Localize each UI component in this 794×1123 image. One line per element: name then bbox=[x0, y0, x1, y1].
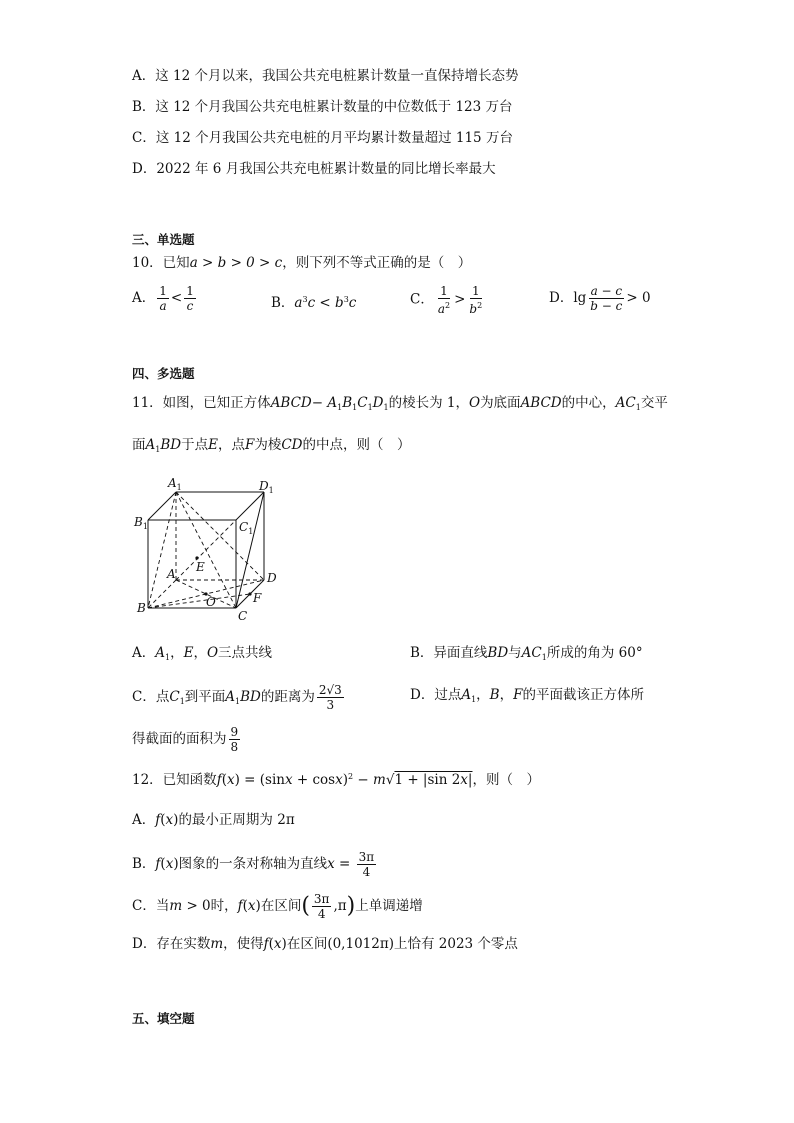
q11-option-a: A．$A_1$，E，O三点共线 bbox=[132, 645, 273, 662]
q10-stem-prefix: 10．已知 bbox=[132, 255, 190, 271]
cube-label-d: D bbox=[267, 571, 277, 585]
q9-option-d: D．2022 年 6 月我国公共充电桩累计数量的同比增长率最大 bbox=[132, 161, 496, 177]
cube-label-f: F bbox=[253, 591, 262, 605]
cube-label-c1: $C_1$ bbox=[239, 520, 254, 536]
q9-option-b: B．这 12 个月我国公共充电桩累计数量的中位数低于 123 万台 bbox=[132, 99, 513, 115]
q10-inequality: a > b > 0 > c bbox=[189, 255, 283, 271]
cube-label-b: B bbox=[137, 601, 146, 615]
cube-label-a: A bbox=[167, 567, 176, 581]
q12-option-d: D．存在实数m，使得f(x)在区间(0,1012π)上恰有 2023 个零点 bbox=[132, 936, 518, 952]
q10-option-c: C． $\frac{1}{a^2}$ > $\frac{1}{b^2}$ bbox=[410, 284, 483, 316]
cube-label-a1: $A_1$ bbox=[168, 476, 182, 492]
cube-label-d1: $D_1$ bbox=[259, 479, 274, 495]
q10-option-d: D．lg $\frac{a - c}{b - c}$ > 0 bbox=[549, 284, 651, 313]
q9-option-a: A．这 12 个月以来，我国公共充电桩累计数量一直保持增长态势 bbox=[132, 68, 519, 84]
cube-label-c: C bbox=[238, 609, 248, 623]
section-heading-fill-blank: 五、填空题 bbox=[132, 1011, 195, 1026]
q12-option-b: B．f(x)图象的一条对称轴为直线x = $\frac{3\pi}{4}$ bbox=[132, 850, 375, 879]
q11-stem-line2: 面$A_1BD$于点E，点F为棱CD的中点，则（ ） bbox=[132, 437, 411, 454]
q9-option-c: C．这 12 个月我国公共充电桩的月平均累计数量超过 115 万台 bbox=[132, 130, 513, 146]
q10-option-a: A． $\frac{1}{a}$ < $\frac{1}{c}$ bbox=[132, 284, 194, 313]
q11-stem-line1: 11．如图，已知正方体ABCD− $A_1B_1C_1D_1$的棱长为 1，O为底面ABCD的中心，$AC_1$交平 bbox=[132, 395, 668, 412]
cube-label-b1: $B_1$ bbox=[134, 515, 148, 531]
section-heading-multi-choice: 四、多选题 bbox=[132, 366, 195, 381]
cube-label-e: E bbox=[196, 560, 205, 574]
q11-option-c: C．点$C_1$到平面$A_1BD$的距离为 $\frac{2√3}{3}$ bbox=[132, 683, 342, 712]
cube-label-o: O bbox=[206, 595, 216, 609]
section-heading-single-choice: 三、单选题 bbox=[132, 232, 195, 247]
q11-option-d: D．过点$A_1$，B，F的平面截该正方体所 bbox=[410, 687, 644, 704]
q11-option-b: B．异面直线BD与$AC_1$所成的角为 60° bbox=[410, 645, 643, 662]
q12-option-c: C．当m > 0时，f(x)在区间( $\frac{3\pi}{4}$ ,π)上单调递增 bbox=[132, 892, 423, 921]
q12-option-a: A．f(x)的最小正周期为 2π bbox=[132, 812, 295, 828]
q12-stem: 12．已知函数$f(x) = (\sin x + \cos x)^2 - m√1 + |\sin$ 2x|，则（ ） bbox=[132, 772, 540, 788]
q10-stem-suffix: ，则下列不等式正确的是（ ） bbox=[282, 255, 472, 271]
q11-option-d-line2: 得截面的面积为 $\frac{9}{8}$ bbox=[132, 725, 239, 754]
q10-option-b: B．$a^3c < b^3c$ bbox=[271, 295, 357, 311]
q10-stem bbox=[132, 253, 471, 273]
